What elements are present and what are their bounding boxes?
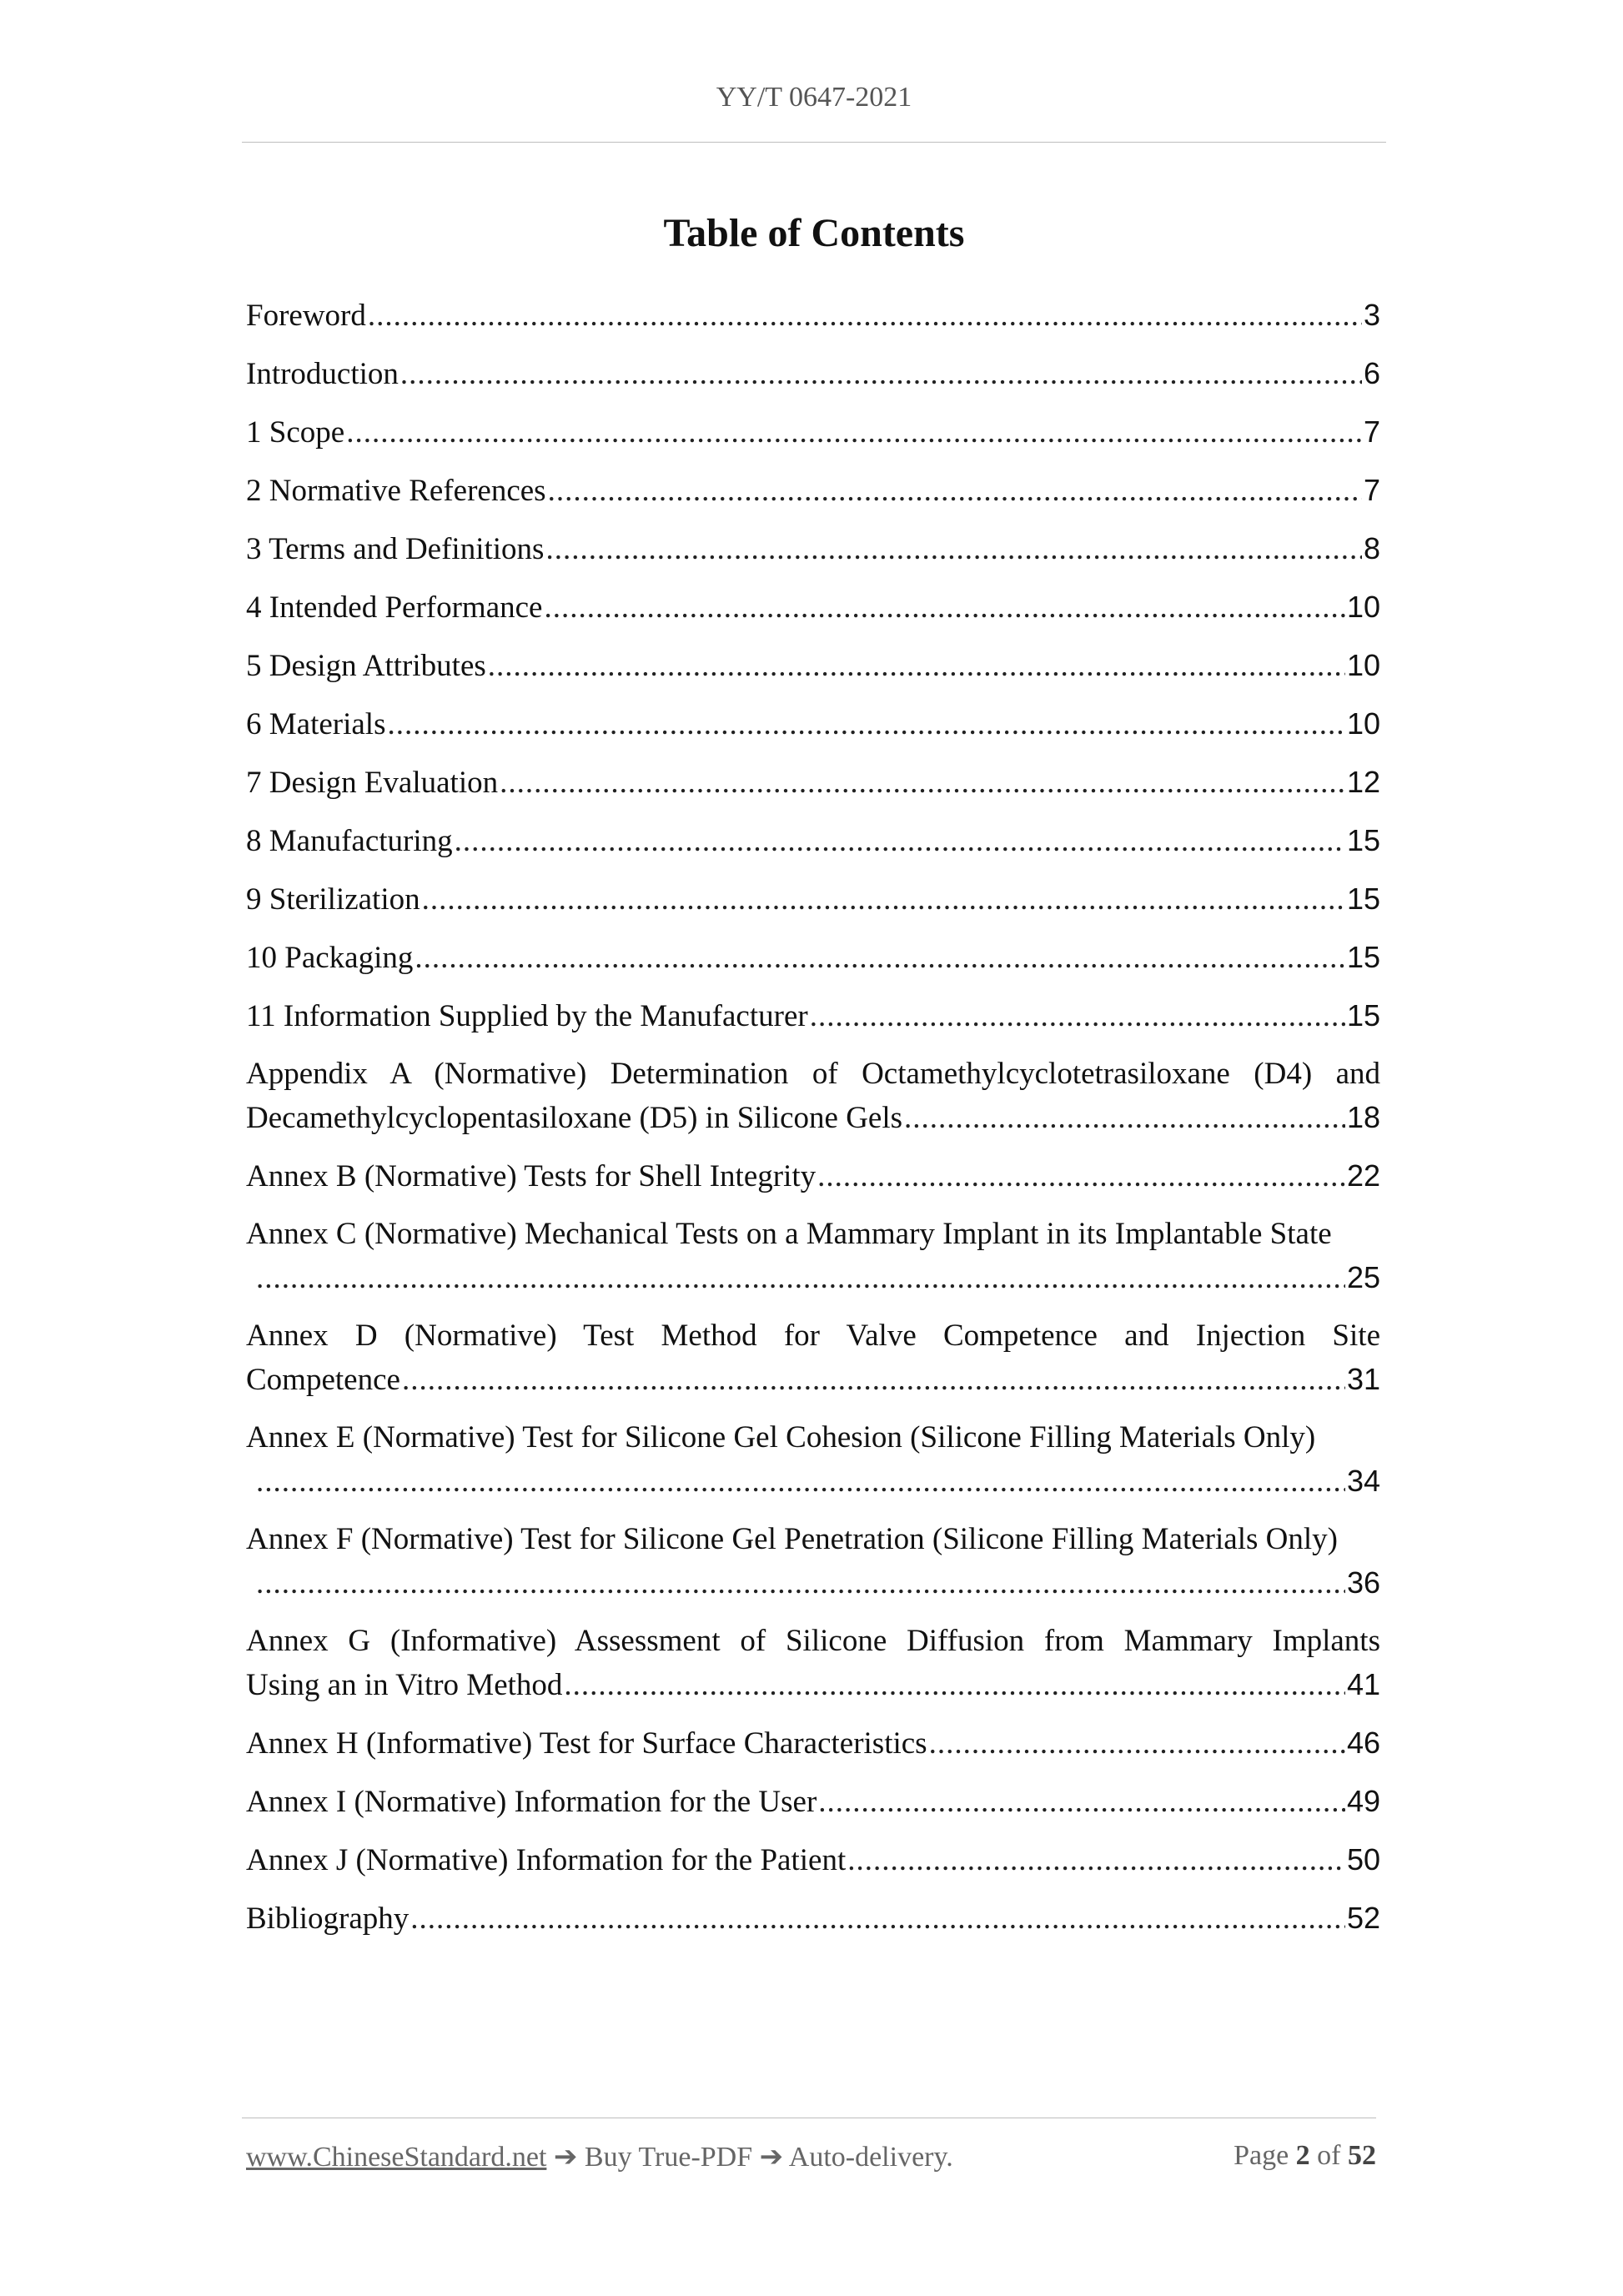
current-page: 2 — [1295, 2140, 1310, 2171]
toc-entry[interactable] — [246, 1154, 1380, 1198]
dot-leader — [368, 294, 1362, 338]
toc-page-number: 10 — [1346, 590, 1380, 624]
total-pages: 52 — [1348, 2140, 1376, 2171]
dot-leader — [346, 411, 1362, 455]
toc-page-number: 41 — [1346, 1667, 1380, 1701]
dot-leader — [548, 470, 1362, 513]
dot-leader — [256, 1562, 1345, 1605]
dot-leader — [422, 878, 1345, 922]
toc-page-number: 6 — [1363, 356, 1380, 390]
dot-leader — [402, 1359, 1345, 1402]
toc-page-number: 8 — [1363, 531, 1380, 565]
toc-page-number: 7 — [1363, 414, 1380, 449]
toc-entry-label: 1 Scope — [246, 415, 345, 450]
toc-entry-label: 10 Packaging — [246, 941, 414, 975]
toc-entry-label: Annex J (Normative) Information for the Patient — [246, 1843, 847, 1877]
toc-entry[interactable] — [246, 1780, 1380, 1823]
toc-entry-label: 2 Normative References — [246, 474, 546, 508]
dot-leader — [415, 937, 1345, 980]
buy-text: Buy True-PDF — [584, 2142, 753, 2173]
toc-entry-label-line2: Using an in Vitro Method — [246, 1668, 563, 1702]
dot-leader — [387, 703, 1344, 746]
toc-entry-label: 8 Manufacturing — [246, 824, 453, 858]
toc-entry-label-line1: Appendix A (Normative) Determination of Octamethylcyclotetrasiloxane (D4) and — [246, 1057, 1380, 1091]
toc-page-number: 15 — [1346, 998, 1380, 1032]
page-title: Table of Contents — [663, 211, 965, 255]
toc-page-number: 34 — [1346, 1464, 1380, 1498]
toc-page-number: 10 — [1346, 706, 1380, 741]
toc-entry-label: Annex H (Informative) Test for Surface Characteristics — [246, 1726, 927, 1761]
toc-page-number: 31 — [1346, 1362, 1380, 1396]
toc-entry-label-line1: Annex C (Normative) Mechanical Tests on a Mammary Implant in its Implantable State — [246, 1217, 1332, 1251]
toc-page-number: 49 — [1346, 1784, 1380, 1818]
arrow-icon: ➔ — [553, 2142, 578, 2173]
dot-leader — [410, 1897, 1345, 1941]
toc-entry[interactable] — [246, 702, 1380, 746]
table-of-contents — [246, 294, 1380, 1955]
toc-page-number: 50 — [1346, 1842, 1380, 1876]
toc-page-number: 15 — [1346, 882, 1380, 916]
dot-leader — [817, 1155, 1345, 1198]
toc-entry-label: 9 Sterilization — [246, 882, 420, 917]
toc-entry[interactable] — [246, 1213, 1380, 1299]
toc-entry-label-line1: Annex E (Normative) Test for Silicone Gel Cohesion (Silicone Filling Materials Only) — [246, 1420, 1316, 1454]
toc-entry[interactable] — [246, 585, 1380, 629]
toc-entry[interactable] — [246, 294, 1380, 337]
toc-entry[interactable] — [246, 1838, 1380, 1882]
toc-page-number: 12 — [1346, 765, 1380, 799]
dot-leader — [929, 1722, 1345, 1766]
toc-entry-label: 6 Materials — [246, 707, 386, 741]
toc-page-number: 3 — [1363, 298, 1380, 332]
page-footer — [246, 2140, 1376, 2182]
dot-leader — [818, 1781, 1345, 1824]
toc-page-number: 25 — [1346, 1260, 1380, 1294]
toc-entry-label: 4 Intended Performance — [246, 590, 543, 625]
toc-entry-label-line2: Decamethylcyclopentasiloxane (D5) in Silicone Gels — [246, 1101, 903, 1135]
toc-entry-label-line1: Annex G (Informative) Assessment of Silicone Diffusion from Mammary Implants — [246, 1624, 1380, 1658]
toc-entry[interactable] — [246, 1416, 1380, 1503]
toc-page-number: 15 — [1346, 823, 1380, 857]
toc-entry-label: 3 Terms and Definitions — [246, 532, 545, 566]
toc-entry-label-line2: Competence — [246, 1363, 400, 1397]
toc-page-number: 18 — [1346, 1100, 1380, 1134]
toc-entry-label: Foreword — [246, 299, 366, 333]
toc-entry-label-line1: Annex F (Normative) Test for Silicone Gel Penetration (Silicone Filling Materials Only) — [246, 1522, 1338, 1556]
toc-entry[interactable] — [246, 877, 1380, 921]
arrow-icon: ➔ — [759, 2142, 784, 2173]
toc-page-number: 22 — [1346, 1158, 1380, 1193]
delivery-text: Auto-delivery. — [788, 2142, 953, 2173]
toc-entry[interactable] — [246, 1314, 1380, 1401]
toc-entry-label-line1: Annex D (Normative) Test Method for Valve Competence and Injection Site — [246, 1319, 1380, 1353]
dot-leader — [256, 1257, 1345, 1300]
dot-leader — [455, 820, 1345, 863]
header-divider — [242, 142, 1386, 143]
dot-leader — [500, 761, 1345, 805]
toc-entry[interactable] — [246, 410, 1380, 454]
dot-leader — [488, 645, 1345, 688]
of-word: of — [1317, 2140, 1341, 2171]
toc-entry[interactable] — [246, 527, 1380, 570]
toc-page-number: 15 — [1346, 940, 1380, 974]
toc-entry[interactable] — [246, 819, 1380, 862]
site-link[interactable]: www.ChineseStandard.net — [246, 2142, 547, 2173]
toc-entry[interactable] — [246, 761, 1380, 804]
dot-leader — [544, 586, 1344, 630]
toc-entry-label: Introduction — [246, 357, 399, 391]
dot-leader — [847, 1839, 1345, 1882]
toc-entry[interactable] — [246, 1518, 1380, 1605]
toc-entry[interactable] — [246, 1897, 1380, 1940]
toc-entry[interactable] — [246, 1053, 1380, 1139]
dot-leader — [810, 995, 1345, 1038]
toc-entry-label: Annex I (Normative) Information for the User — [246, 1785, 817, 1819]
toc-page-number: 10 — [1346, 648, 1380, 682]
toc-entry-label: Bibliography — [246, 1902, 410, 1936]
dot-leader — [564, 1664, 1345, 1707]
toc-page-number: 46 — [1346, 1726, 1380, 1760]
toc-entry-label: 7 Design Evaluation — [246, 766, 499, 800]
toc-entry[interactable] — [246, 936, 1380, 979]
toc-entry[interactable] — [246, 1721, 1380, 1765]
page-word: Page — [1234, 2140, 1289, 2171]
page-header: YY/T 0647-2021 — [716, 82, 912, 113]
dot-leader — [400, 353, 1362, 396]
toc-page-number: 7 — [1363, 473, 1380, 507]
dot-leader — [545, 528, 1362, 571]
toc-entry[interactable] — [246, 994, 1380, 1037]
toc-entry-label: 5 Design Attributes — [246, 649, 486, 683]
toc-page-number: 52 — [1346, 1901, 1380, 1935]
toc-entry[interactable] — [246, 1620, 1380, 1706]
toc-entry-label: 11 Information Supplied by the Manufacturer — [246, 999, 808, 1033]
toc-entry[interactable] — [246, 352, 1380, 395]
footer-promo — [246, 2140, 953, 2173]
toc-entry[interactable] — [246, 644, 1380, 687]
page-counter — [1234, 2140, 1376, 2172]
dot-leader — [904, 1097, 1345, 1140]
dot-leader — [256, 1460, 1345, 1504]
toc-entry-label: Annex B (Normative) Tests for Shell Integrity — [246, 1159, 817, 1193]
toc-page-number: 36 — [1346, 1565, 1380, 1600]
toc-entry[interactable] — [246, 469, 1380, 512]
